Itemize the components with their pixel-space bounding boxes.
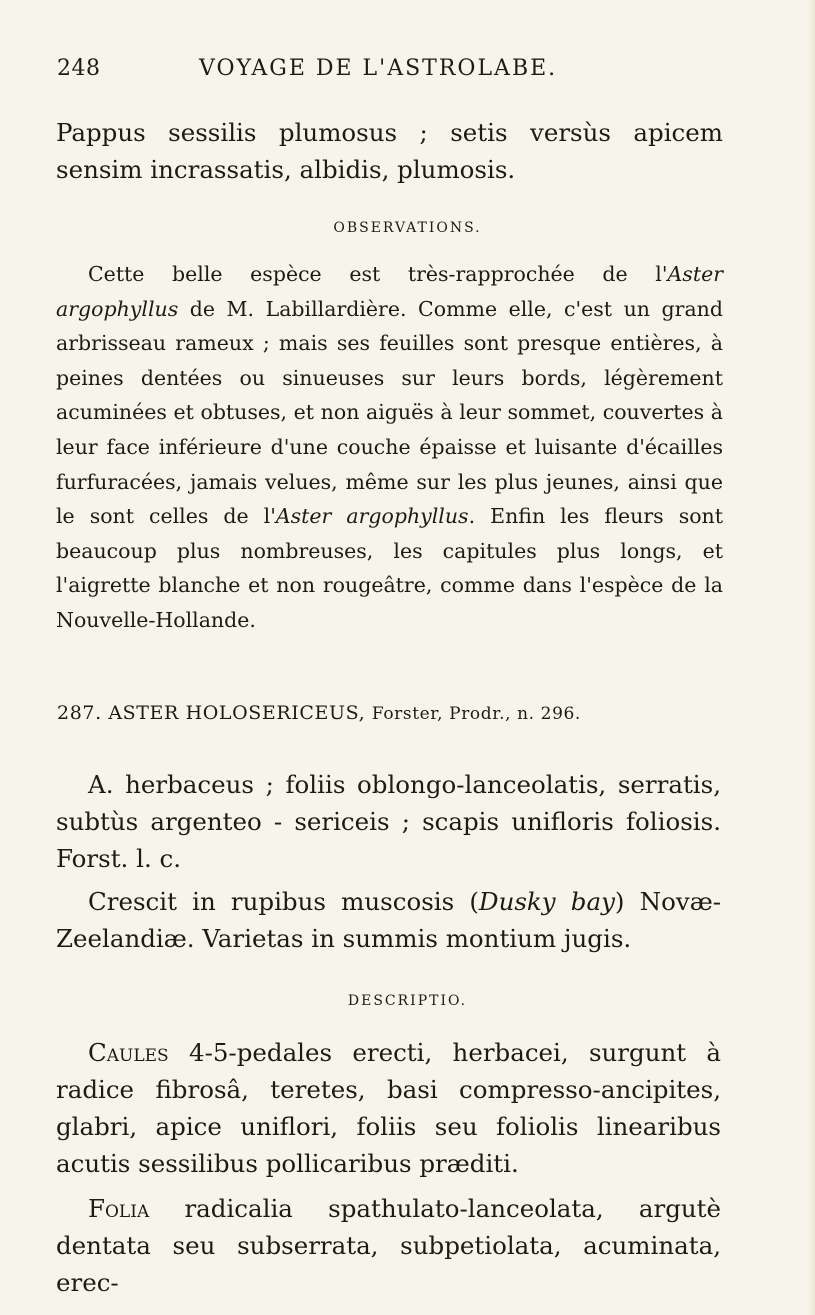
observations-taxon-2: Aster argophyllus [275, 504, 469, 529]
caules-text: 4-5-pedales erecti, herbacei, surgunt à radice fibrosâ, teretes, basi compresso-ancipites, glabri, apice uniflori, foliis seu foliolis linearibus acutis sessilibus pollicaribus præditi. [56, 1038, 721, 1178]
page-edge-shadow [807, 0, 815, 1315]
observations-text-3: . Enfin les fleurs sont beaucoup plus nombreuses, les capitules plus longs, et l'aigrette blanche et non rougeâtre, comme dans l'espèce de la Nouvelle-Hollande. [56, 504, 723, 632]
folia-text: radicalia spathulato-lanceolata, argutè dentata seu subserrata, subpetiolata, acuminata, erec- [56, 1194, 721, 1297]
species-authority: Forster, Prodr., n. 296. [371, 704, 581, 724]
descriptio-heading: DESCRIPTIO. [347, 993, 468, 1009]
diagnosis-paragraph: A. herbaceus ; foliis oblongo-lanceolatis, serratis, subtùs argenteo - sericeis ; scapis unifloris foliosis. Forst. l. c. [56, 770, 721, 873]
folia-label: Folia [88, 1194, 150, 1223]
observations-taxon-1: Aster argophyllus [56, 262, 723, 321]
habitat-text-1: Crescit in rupibus muscosis ( [88, 887, 479, 916]
species-name: 287. ASTER HOLOSERICEUS, [57, 702, 366, 724]
caules-paragraph [56, 1034, 721, 1182]
observations-heading: OBSERVATIONS. [333, 220, 482, 236]
species-heading [57, 702, 723, 724]
habitat-text-2: ) Novæ-Zeelandiæ. Varietas in summis montium jugis. [56, 887, 721, 953]
observations-paragraph [56, 257, 723, 638]
folia-paragraph [56, 1190, 721, 1301]
habitat-paragraph [56, 883, 721, 957]
page-number: 248 [57, 56, 101, 81]
caules-label: Caules [88, 1038, 169, 1067]
habitat-locality: Dusky bay [478, 887, 615, 916]
intro-paragraph: Pappus sessilis plumosus ; setis versùs apicem sensim incrassatis, albidis, plumosis. [56, 118, 723, 184]
observations-text-2: de M. Labillardière. Comme elle, c'est un grand arbrisseau rameux ; mais ses feuilles sont presque entières, à peines dentées ou sinueuses sur leurs bords, légèrement acuminées et obtuses, et non aiguës à leur sommet, couvertes à leur face inférieure d'une couche épaisse et luisante d'écailles furfuracées, jamais velues, même sur les plus jeunes, ainsi que le sont celles de l' [56, 296, 723, 529]
observations-text-1: Cette belle espèce est très-rapprochée de l' [88, 262, 668, 286]
running-title: VOYAGE DE L'ASTROLABE. [199, 56, 558, 81]
